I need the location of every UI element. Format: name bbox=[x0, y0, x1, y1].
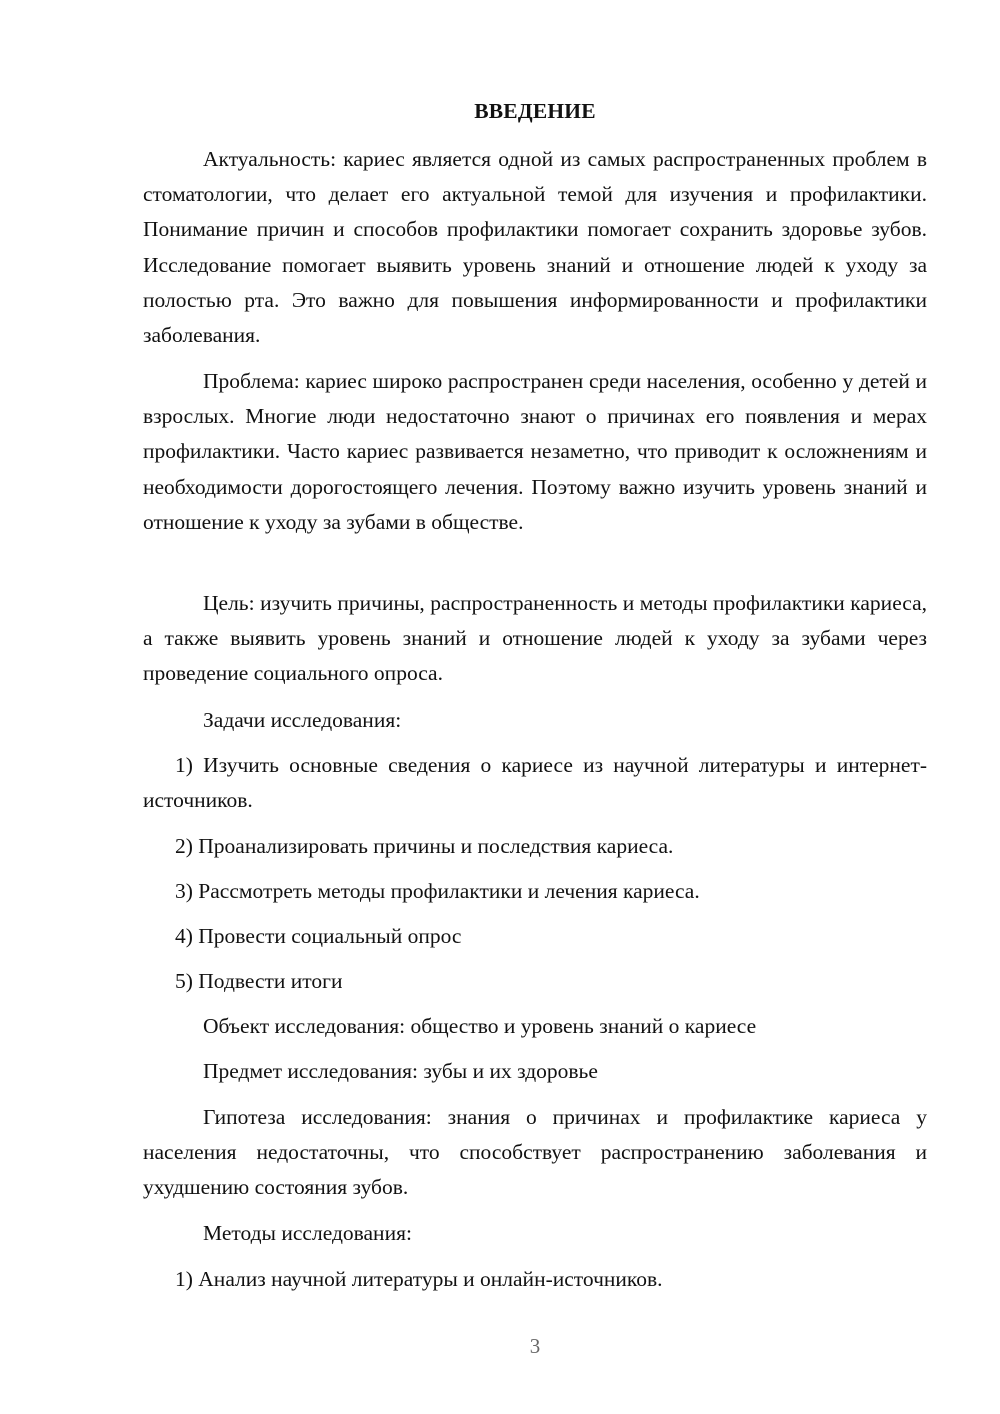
document-page bbox=[143, 0, 927, 1414]
tasks-heading: Задачи исследования: bbox=[203, 708, 402, 732]
hypothesis-paragraph: Гипотеза исследования: знания о причинах и профилактике кариеса у населения недостаточны, что способствует распространению заболевания и ухудшению состояния зубов. bbox=[143, 1105, 927, 1200]
task-item-4: 4) Провести социальный опрос bbox=[175, 924, 462, 948]
page-number: 3 bbox=[529, 1334, 541, 1358]
goal-paragraph: Цель: изучить причины, распространенность и методы профилактики кариеса, а также выявить уровень знаний и отношение людей к уходу за зубами через проведение социального опроса. bbox=[143, 591, 927, 686]
task-item-2: 2) Проанализировать причины и последствия кариеса. bbox=[175, 834, 674, 858]
object-paragraph: Объект исследования: общество и уровень знаний о кариесе bbox=[203, 1014, 757, 1038]
document-title: ВВЕДЕНИЕ bbox=[474, 99, 596, 123]
relevance-paragraph: Актуальность: кариес является одной из самых распространенных проблем в стоматологии, что делает его актуальной темой для изучения и профилактики. Понимание причин и способов профилактики помогает сохранить здоровье зубов. Исследование помогает выявить уровень знаний и отношение людей к уходу за полостью рта. Это важно для повышения информированности и профилактики заболевания. bbox=[143, 147, 927, 348]
task-item-3: 3) Рассмотреть методы профилактики и лечения кариеса. bbox=[175, 879, 700, 903]
subject-paragraph: Предмет исследования: зубы и их здоровье bbox=[203, 1059, 598, 1083]
task-item-1: 1) Изучить основные сведения о кариесе из научной литературы и интернет-источников. bbox=[143, 753, 927, 813]
method-item-1: 1) Анализ научной литературы и онлайн-источников. bbox=[175, 1267, 663, 1291]
task-item-5: 5) Подвести итоги bbox=[175, 969, 343, 993]
problem-paragraph: Проблема: кариес широко распространен среди населения, особенно у детей и взрослых. Многие люди недостаточно знают о причинах его появления и мерах профилактики. Часто кариес развивается незаметно, что приводит к осложнениям и необходимости дорогостоящего лечения. Поэтому важно изучить уровень знаний и отношение к уходу за зубами в обществе. bbox=[143, 369, 927, 534]
methods-heading: Методы исследования: bbox=[203, 1221, 412, 1245]
